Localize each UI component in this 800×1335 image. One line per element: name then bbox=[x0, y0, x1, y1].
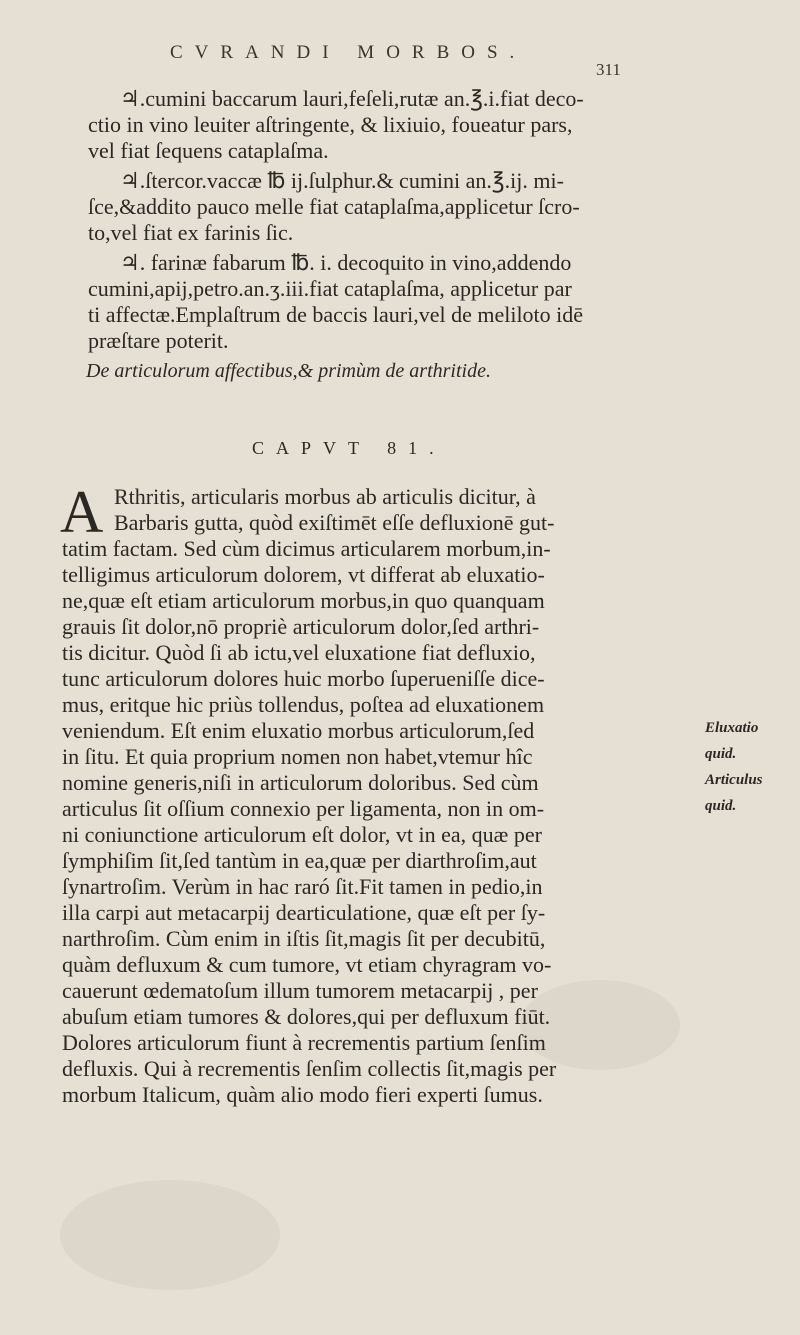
body-line: grauis ſit dolor,nō propriè articulorum dolor,ſed arthri- bbox=[62, 614, 540, 639]
body-line: tunc articulorum dolores huic morbo ſuperueniſſe dice- bbox=[62, 666, 545, 691]
page-number: 311 bbox=[596, 60, 621, 79]
body-line: tatim factam. Sed cùm dicimus articularem morbum,in- bbox=[62, 536, 551, 561]
section-title: De articulorum affectibus,& primùm de arthritide. bbox=[86, 360, 491, 382]
body-line: telligimus articulorum dolorem, vt differat ab eluxatio- bbox=[62, 562, 545, 587]
recipe-line: ♃.ſtercor.vaccæ ℔ ij.ſulphur.& cumini an.℥.ij. mi- bbox=[120, 168, 564, 193]
body-line: ſymphiſim ſit,ſed tantùm in ea,quæ per diarthroſim,aut bbox=[62, 848, 537, 873]
recipe-line: ♃. farinæ fabarum ℔. i. decoquito in vino,addendo bbox=[120, 250, 572, 275]
drop-cap: A bbox=[60, 479, 104, 545]
body-line: nomine generis,niſi in articulorum doloribus. Sed cùm bbox=[62, 770, 539, 795]
body-line: in ſitu. Et quia proprium nomen non habet,vtemur hîc bbox=[62, 744, 533, 769]
body-line: narthroſim. Cùm enim in iſtis ſit,magis ſit per decubitū, bbox=[62, 926, 546, 951]
body-line: Rthritis, articularis morbus ab articulis dicitur, à bbox=[114, 484, 536, 509]
recipe-line: vel fiat ſequens cataplaſma. bbox=[88, 138, 329, 163]
body-line: abuſum etiam tumores & dolores,qui per defluxum fiūt. bbox=[62, 1004, 551, 1029]
paper-stain bbox=[60, 1180, 280, 1290]
marginal-note: Articulus bbox=[705, 772, 763, 788]
recipe-line: cumini,apij,petro.an.ʒ.iii.fiat cataplaſma, applicetur par bbox=[88, 276, 572, 301]
marginal-note: quid. bbox=[705, 746, 737, 762]
marginal-note: quid. bbox=[705, 798, 737, 814]
body-line: articulus ſit oſſium connexio per ligamenta, non in om- bbox=[62, 796, 545, 821]
body-line: Dolores articulorum fiunt à recrementis partium ſenſim bbox=[62, 1030, 546, 1055]
body-line: ne,quæ eſt etiam articulorum morbus,in quo quanquam bbox=[62, 588, 545, 613]
body-line: morbum Italicum, quàm alio modo fieri experti ſumus. bbox=[62, 1082, 543, 1107]
running-head: CVRANDI MORBOS. bbox=[170, 42, 527, 63]
recipe-line: præſtare poterit. bbox=[88, 328, 229, 353]
chapter-heading: CAPVT 81. bbox=[252, 438, 446, 458]
body-line: mus, eritque hic priùs tollendus, poſtea ad eluxationem bbox=[62, 692, 545, 717]
body-line: ni coniunctione articulorum eſt dolor, vt in ea, quæ per bbox=[62, 822, 542, 847]
body-line: veniendum. Eſt enim eluxatio morbus articulorum,ſed bbox=[62, 718, 535, 743]
recipe-line: ♃.cumini baccarum lauri,feſeli,rutæ an.℥.i.fiat deco- bbox=[120, 86, 584, 111]
body-line: Barbaris gutta, quòd exiſtimēt eſſe defluxionē gut- bbox=[114, 510, 555, 535]
body-line: tis dicitur. Quòd ſi ab ictu,vel eluxatione fiat defluxio, bbox=[62, 640, 536, 665]
body-line: defluxis. Qui à recrementis ſenſim collectis ſit,magis per bbox=[62, 1056, 557, 1081]
recipe-line: ſce,&addito pauco melle fiat cataplaſma,applicetur ſcro- bbox=[88, 194, 580, 219]
recipe-line: to,vel fiat ex farinis ſic. bbox=[88, 220, 294, 245]
marginal-note: Eluxatio bbox=[705, 720, 759, 736]
recipe-line: ctio in vino leuiter aſtringente, & lixiuio, foueatur pars, bbox=[88, 112, 573, 137]
body-line: ſynartroſim. Verùm in hac raró ſit.Fit tamen in pedio,in bbox=[62, 874, 543, 899]
body-line: quàm defluxum & cum tumore, vt etiam chyragram vo- bbox=[62, 952, 552, 977]
recipe-line: ti affectæ.Emplaſtrum de baccis lauri,vel de meliloto idē bbox=[88, 302, 584, 327]
body-line: illa carpi aut metacarpij dearticulatione, quæ eſt per ſy- bbox=[62, 900, 546, 925]
body-line: cauerunt œdematoſum illum tumorem metacarpij , per bbox=[62, 978, 538, 1003]
